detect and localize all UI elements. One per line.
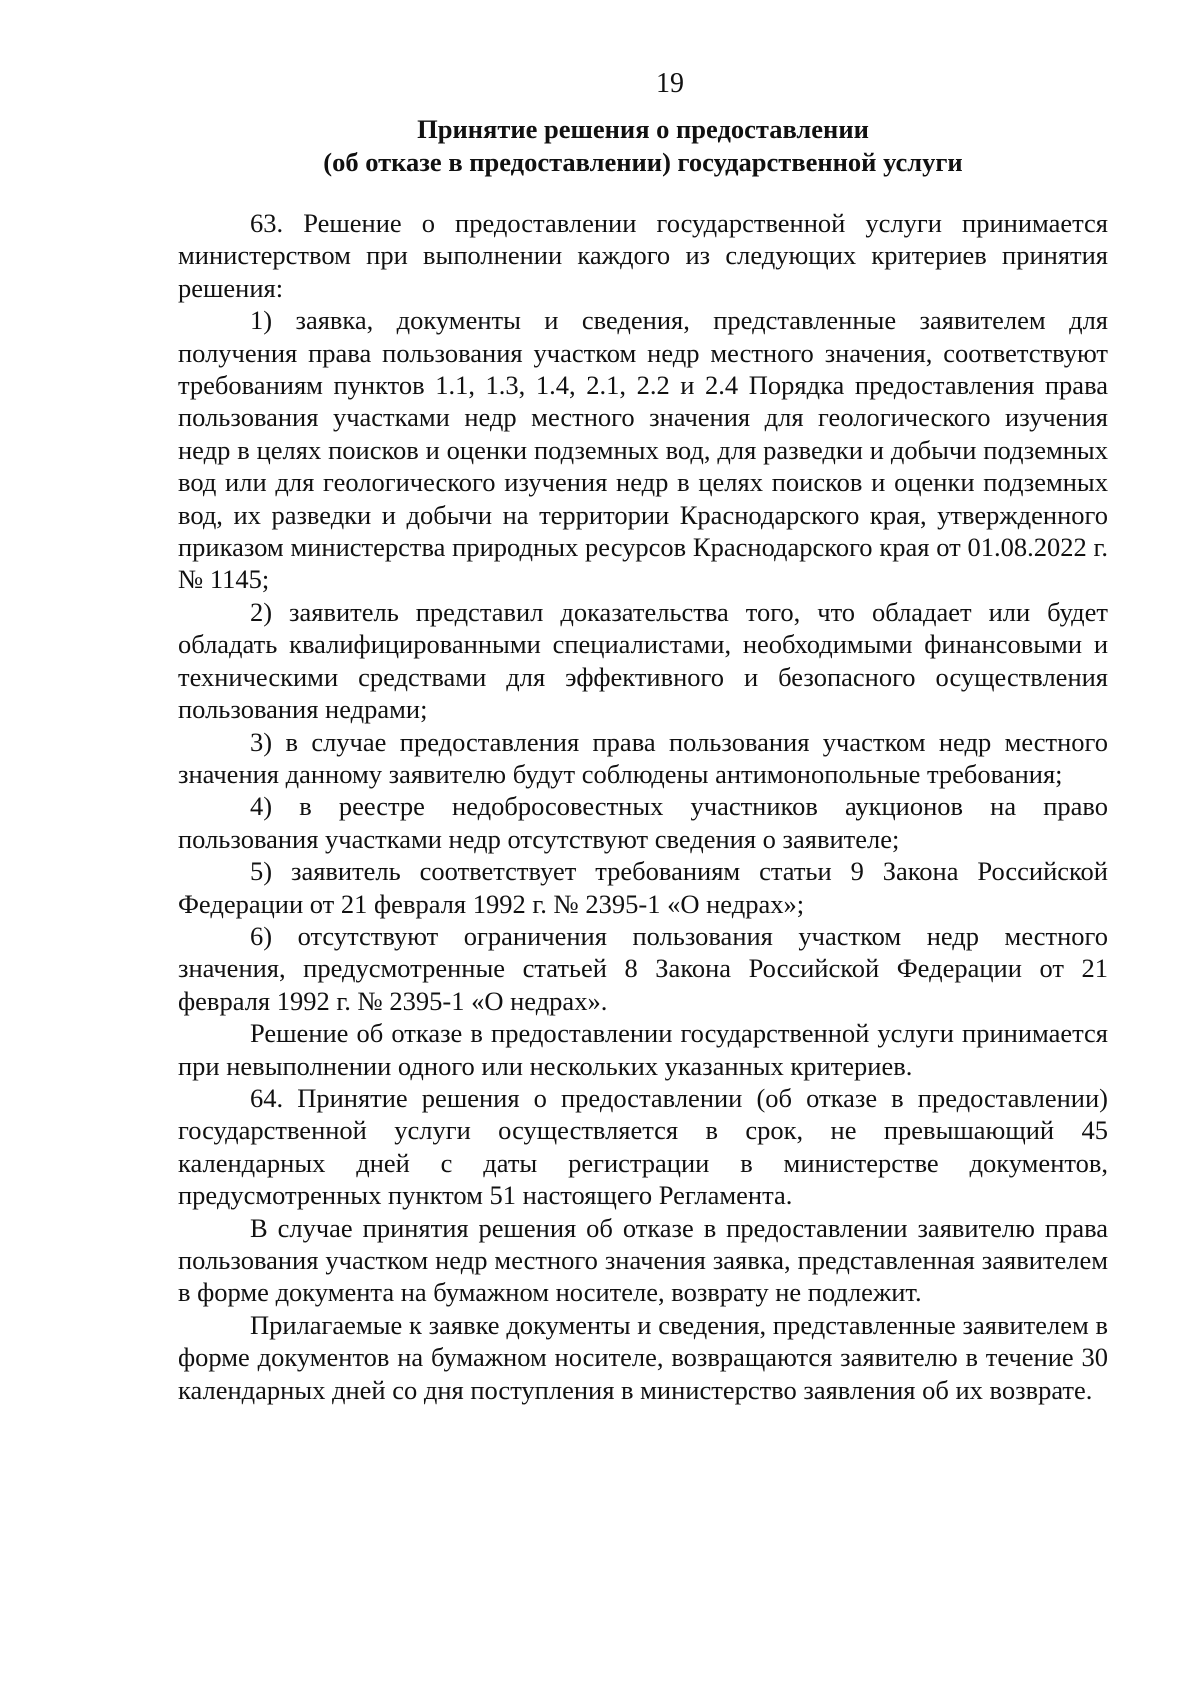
paragraph-criterion-4: 4) в реестре недобросовестных участников аукционов на право пользования участками недр отсутствуют сведения о заявителе; [178, 791, 1108, 854]
paragraph-criterion-6: 6) отсутствуют ограничения пользования участком недр местного значения, предусмотренные статьей 8 Закона Российской Федерации от 21 февраля 1992 г. № 2395-1 «О недрах». [178, 920, 1108, 1016]
paragraph-application-not-returned: В случае принятия решения об отказе в предоставлении заявителю права пользования участком недр местного значения заявка, представленная заявителем в форме документа на бумажном носителе, возврату не подлежит. [178, 1212, 1108, 1308]
section-heading-line-1: Принятие решения о предоставлении [417, 114, 869, 144]
document-body [178, 207, 1108, 1406]
paragraph-criterion-5: 5) заявитель соответствует требованиям статьи 9 Закона Российской Федерации от 21 февраля 1992 г. № 2395-1 «О недрах»; [178, 856, 1108, 919]
paragraph-criterion-3: 3) в случае предоставления права пользования участком недр местного значения данному заявителю будут соблюдены антимонопольные требования; [178, 726, 1108, 789]
paragraph-documents-returned: Прилагаемые к заявке документы и сведения, представленные заявителем в форме документов на бумажном носителе, возвращаются заявителю в течение 30 календарных дней со дня поступления в министерство заявления об их возврате. [178, 1309, 1108, 1405]
paragraph-refusal-decision: Решение об отказе в предоставлении государственной услуги принимается при невыполнении одного или нескольких указанных критериев. [178, 1018, 1108, 1081]
section-heading-line-2: (об отказе в предоставлении) государственной услуги [323, 147, 963, 177]
paragraph-criterion-1: 1) заявка, документы и сведения, представленные заявителем для получения права пользования участком недр местного значения, соответствуют требованиям пунктов 1.1, 1.3, 1.4, 2.1, 2.2 и 2.4 Порядка предоставления права пользования участками недр местного значения для геологического изучения недр в целях поисков и оценки подземных вод, для разведки и добычи подземных вод или для геологического изучения недр в целях поисков и оценки подземных вод, их разведки и добычи на территории Краснодарского края, утвержденного приказом министерства природных ресурсов Краснодарского края от 01.08.2022 г. № 1145; [178, 305, 1108, 595]
paragraph-criterion-2: 2) заявитель представил доказательства того, что обладает или будет обладать квалифицированными специалистами, необходимыми финансовыми и техническими средствами для эффективного и безопасного осуществления пользования недрами; [178, 596, 1108, 725]
paragraph-63: 63. Решение о предоставлении государственной услуги принимается министерством при выполнении каждого из следующих критериев принятия решения: [178, 208, 1108, 303]
paragraph-64: 64. Принятие решения о предоставлении (об отказе в предоставлении) государственной услуги осуществляется в срок, не превышающий 45 календарных дней с даты регистрации в министерстве документов, предусмотренных пунктом 51 настоящего Регламента. [178, 1082, 1108, 1211]
section-heading [178, 113, 1108, 179]
page-number: 19 [656, 68, 684, 99]
